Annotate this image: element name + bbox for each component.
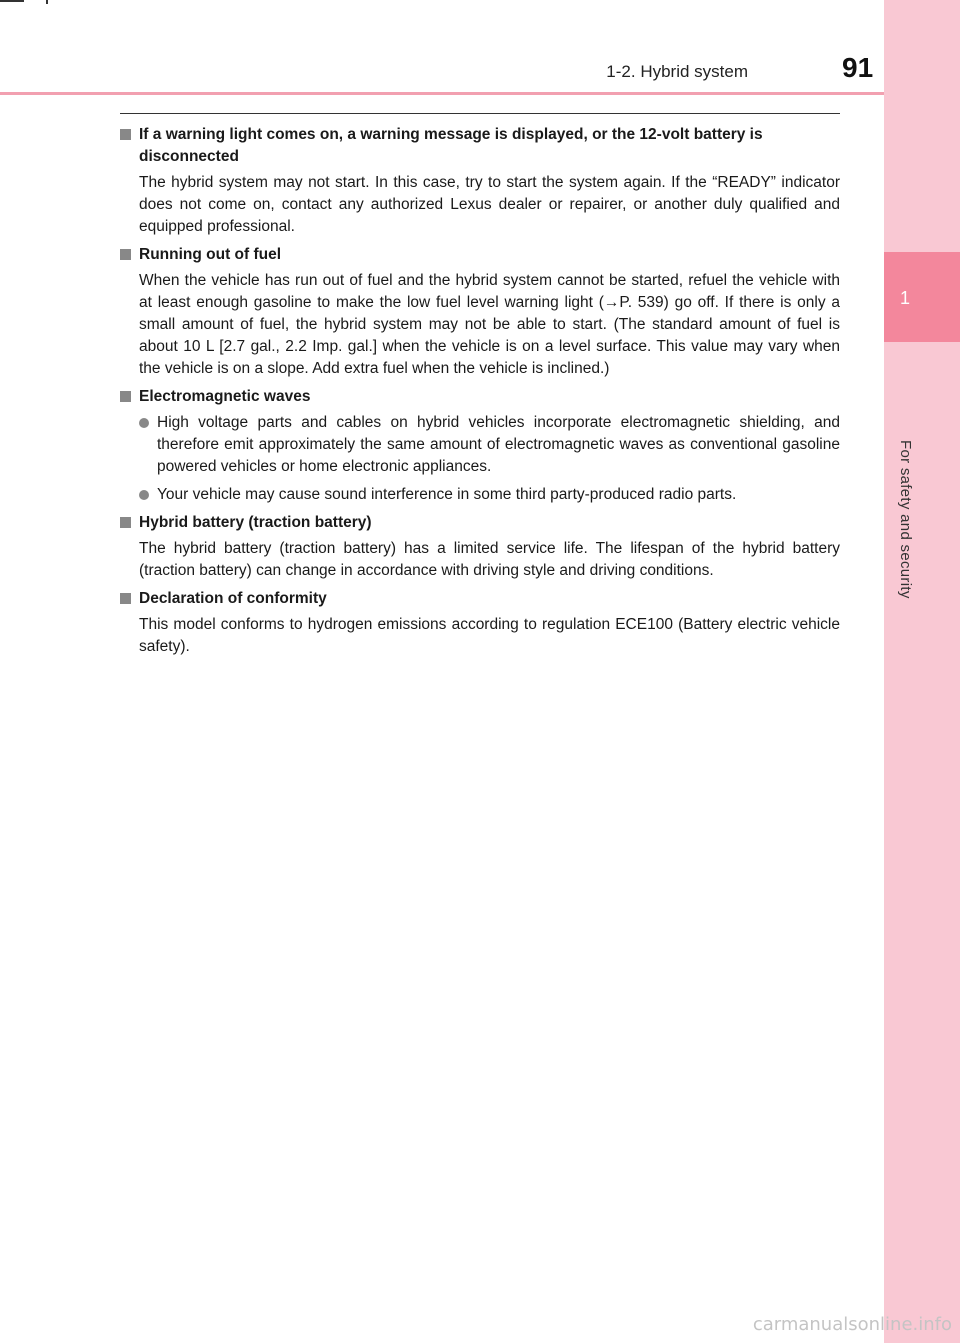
list-item-text: High voltage parts and cables on hybrid vehicles incorporate electromagnetic shielding, and therefore emit approximately the same amount of electromagnetic waves as conventional gasoline powered vehicles or home electronic appliances. [157,414,840,475]
square-bullet-icon [120,249,131,260]
section-body: The hybrid system may not start. In this case, try to start the system again. If the “READY” indicator does not come on, contact any authorized Lexus dealer or repairer, or another duly qualified and equipped professional. [139,174,840,235]
chapter-label: For safety and security [897,440,914,599]
circle-bullet-icon [139,490,149,500]
section-warning-light [120,124,840,238]
section-electromagnetic-waves [120,386,840,506]
section-heading: Electromagnetic waves [139,388,311,405]
section-title: 1-2. Hybrid system [606,62,748,81]
chapter-side-tab [884,0,960,1343]
list-item-text: Your vehicle may cause sound interference in some third party-produced radio parts. [157,486,737,503]
header-divider [0,92,884,95]
watermark: carmanualsonline.info [752,1314,952,1335]
section-body: The hybrid battery (traction battery) has a limited service life. The lifespan of the hybrid battery (traction battery) can change in accordance with driving style and driving conditions. [139,540,840,579]
section-heading: If a warning light comes on, a warning message is displayed, or the 12-volt battery is disconnected [139,126,763,165]
page-number: 91 [842,52,874,83]
list-item [120,412,840,478]
square-bullet-icon [120,391,131,402]
section-running-out-of-fuel [120,244,840,380]
list-item [120,484,840,506]
section-body: This model conforms to hydrogen emissions according to regulation ECE100 (Battery electric vehicle safety). [139,616,840,655]
crop-mark [0,0,24,2]
square-bullet-icon [120,517,131,528]
chapter-number: 1 [900,288,911,308]
section-body: When the vehicle has run out of fuel and the hybrid system cannot be started, refuel the vehicle with at least enough gasoline to make the low fuel level warning light (→P. 539) go off. If there is only a small amount of fuel, the hybrid system may not be able to start. (The standard amount of fuel is about 10 L [2.7 gal., 2.2 Imp. gal.] when the vehicle is on a level surface. This value may vary when the vehicle is on a slope. Add extra fuel when the vehicle is inclined.) [139,272,840,377]
section-declaration-of-conformity [120,588,840,658]
section-heading: Hybrid battery (traction battery) [139,514,372,531]
chapter-number-tab [884,252,960,342]
square-bullet-icon [120,129,131,140]
section-hybrid-battery [120,512,840,582]
section-heading: Declaration of conformity [139,590,327,607]
crop-mark [46,0,48,4]
content-rule [120,113,840,114]
circle-bullet-icon [139,418,149,428]
square-bullet-icon [120,593,131,604]
section-heading: Running out of fuel [139,246,282,263]
content [120,124,840,664]
